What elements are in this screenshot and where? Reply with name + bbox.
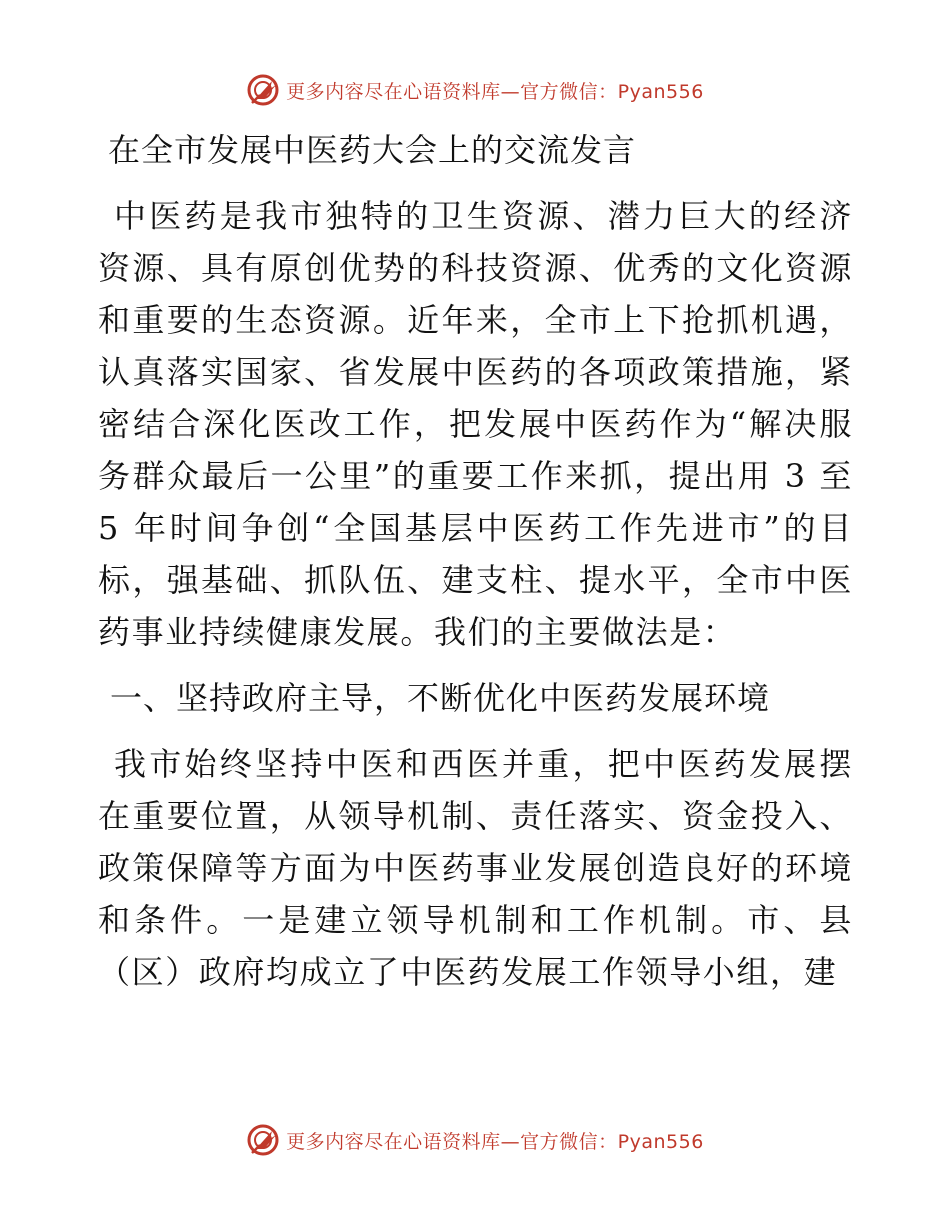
section-paragraph-1: 我市始终坚持中医和西医并重，把中医药发展摆在重要位置，从领导机制、责任落实、资金投入、政策保障等方面为中医药事业发展创造良好的环境和条件。一是建立领导机制和工作机制。市、县（区）政府均成立了中医药发展工作领导小组，建 (98, 745, 853, 991)
document-body (98, 126, 853, 1012)
watermark-text: 更多内容尽在心语资料库—官方微信：Pyan556 (286, 1130, 704, 1153)
watermark-banner-top (0, 70, 950, 110)
watermark-banner-bottom (0, 1120, 950, 1160)
section-heading-1: 一、坚持政府主导，不断优化中医药发展环境 (110, 679, 771, 717)
intro-paragraph: 中医药是我市独特的卫生资源、潜力巨大的经济资源、具有原创优势的科技资源、优秀的文化资源和重要的生态资源。近年来，全市上下抢抓机遇，认真落实国家、省发展中医药的各项政策措施，紧密结合深化医改工作，把发展中医药作为“解决服务群众最后一公里”的重要工作来抓，提出用 3 至 5 年时间争创“全国基层中医药工作先进市”的目标，强基础、抓队伍、建支柱、提水平，全市中医药事业持续健康发展。我们的主要做法是： (98, 197, 853, 651)
quill-circle-logo-icon (246, 73, 280, 107)
quill-circle-logo-icon (246, 1123, 280, 1157)
watermark-text: 更多内容尽在心语资料库—官方微信：Pyan556 (286, 80, 704, 103)
document-title: 在全市发展中医药大会上的交流发言 (108, 131, 637, 169)
